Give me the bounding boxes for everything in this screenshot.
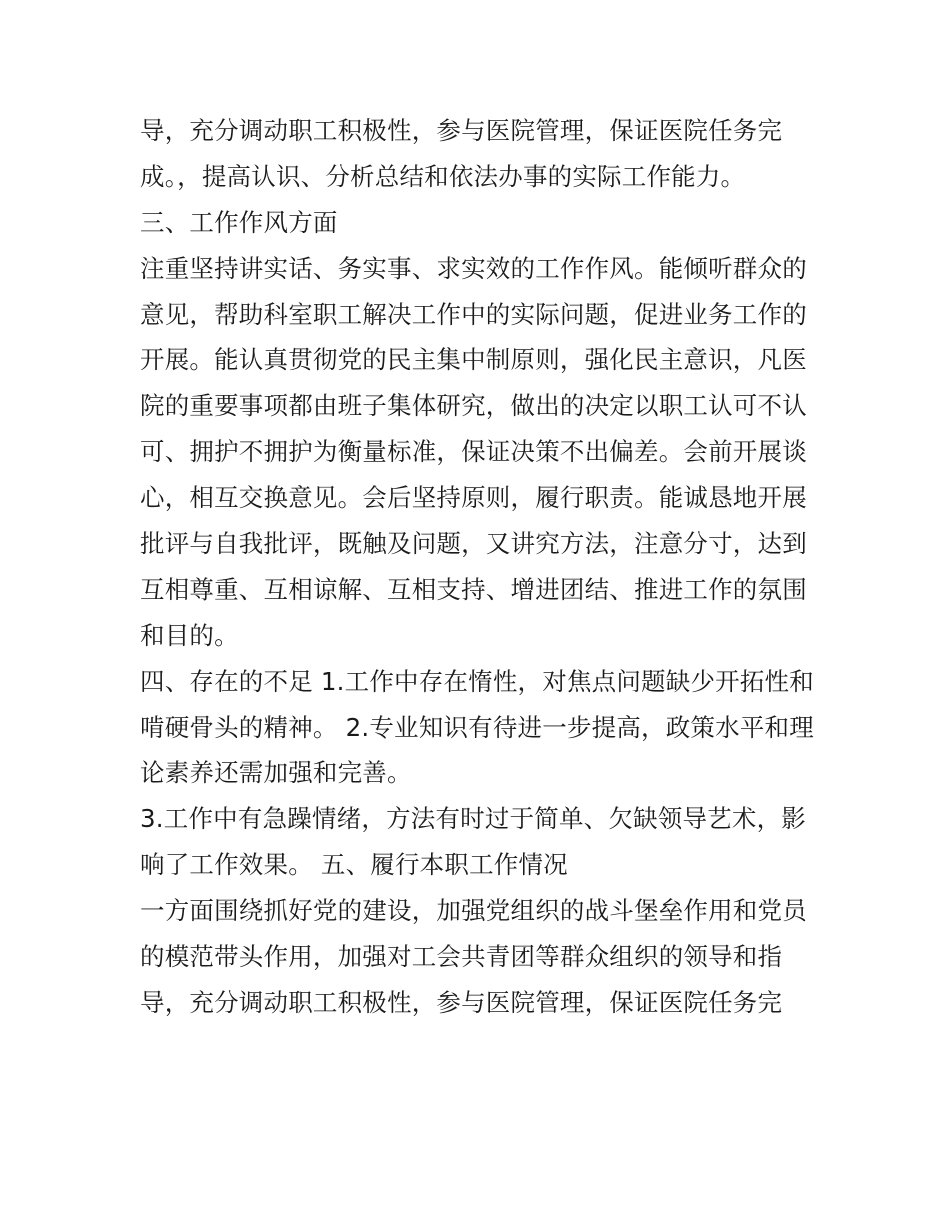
text-line: 啃硬骨头的精神。 2.专业知识有待进一步提高，政策水平和理 — [140, 712, 814, 742]
text-line: 批评与自我批评，既触及问题，又讲究方法，注意分寸，达到 — [140, 529, 807, 559]
text-line: 成。，提高认识、分析总结和依法办事的实际工作能力。 — [140, 161, 746, 191]
text-line: 响了工作效果。 五、履行本职工作情况 — [140, 850, 568, 880]
text-line: 一方面围绕抓好党的建设，加强党组织的战斗堡垒作用和党员 — [140, 896, 807, 926]
text-line: 院的重要事项都由班子集体研究，做出的决定以职工认可不认 — [140, 391, 807, 421]
text-line: 和目的。 — [140, 620, 239, 650]
text-line: 的模范带头作用，加强对工会共青团等群众组织的领导和指 — [140, 942, 783, 972]
text-line: 论素养还需加强和完善。 — [140, 758, 412, 788]
text-line: 导，充分调动职工积极性，参与医院管理，保证医院任务完 — [140, 116, 783, 145]
text-line: 互相尊重、互相谅解、互相支持、增进团结、推进工作的氛围 — [140, 574, 807, 604]
text-line: 注重坚持讲实话、务实事、求实效的工作作风。能倾听群众的 — [140, 253, 807, 283]
text-line: 心，相互交换意见。会后坚持原则，履行职责。能诚恳地开展 — [140, 483, 807, 513]
section-heading: 三、工作作风方面 — [140, 207, 338, 237]
text-line: 意见，帮助科室职工解决工作中的实际问题，促进业务工作的 — [140, 299, 807, 329]
text-line: 3.工作中有急躁情绪，方法有时过于简单、欠缺领导艺术，影 — [140, 804, 806, 834]
text-line: 导，充分调动职工积极性，参与医院管理，保证医院任务完 — [140, 987, 783, 1017]
body-text — [140, 108, 820, 1026]
text-line: 四、存在的不足 1.工作中存在惰性，对焦点问题缺少开拓性和 — [140, 666, 814, 696]
text-line: 可、拥护不拥护为衡量标准，保证决策不出偏差。会前开展谈 — [140, 437, 807, 467]
text-line: 开展。能认真贯彻党的民主集中制原则，强化民主意识，凡医 — [140, 345, 807, 375]
